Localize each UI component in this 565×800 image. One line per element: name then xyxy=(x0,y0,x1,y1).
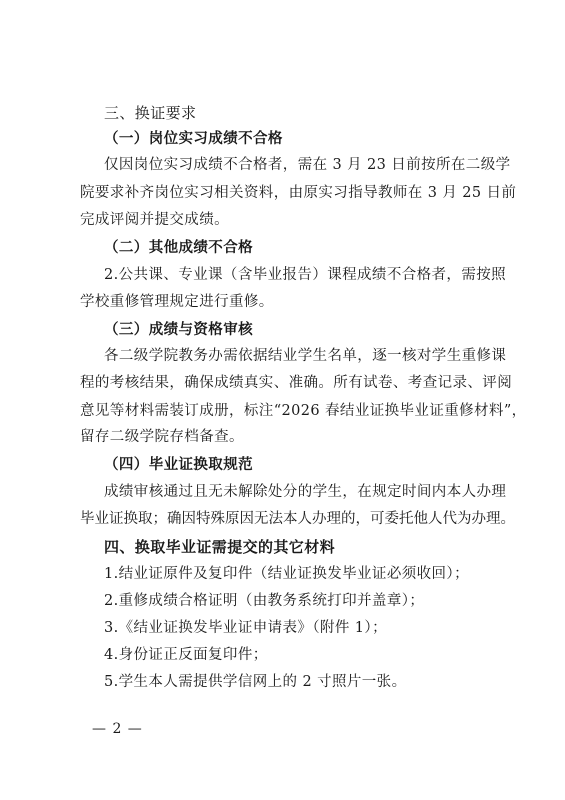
paragraph-line: 程的考核结果，确保成绩真实、准确。所有试卷、考查记录、评阅 xyxy=(80,375,513,391)
paragraph-line: 成绩审核通过且无未解除处分的学生，在规定时间内本人办理 xyxy=(104,484,507,500)
section-heading: 四、换取毕业证需提交的其它材料 xyxy=(104,538,336,556)
paragraph-line: 学校重修管理规定进行重修。 xyxy=(80,294,274,310)
section-heading: 三、换证要求 xyxy=(104,104,197,122)
list-item: 4.身份证正反面复印件； xyxy=(104,647,268,663)
list-item: 1.结业证原件及复印件（结业证换发毕业证必须收回）； xyxy=(104,566,469,582)
page-number: — 2 — xyxy=(92,721,143,737)
list-item: 2.重修成绩合格证明（由教务系统打印并盖章）； xyxy=(104,593,425,609)
paragraph-line: 意见等材料需装订成册，标注“2026 春结业证换毕业证重修材料”， xyxy=(80,403,527,419)
paragraph-line: 仅因岗位实习成绩不合格者，需在 3 月 23 日前按所在二级学 xyxy=(104,157,511,173)
paragraph-line: 留存二级学院存档备查。 xyxy=(80,429,244,445)
subsection-title: （二）其他成绩不合格 xyxy=(104,239,253,256)
list-item: 5.学生本人需提供学信网上的 2 寸照片一张。 xyxy=(104,674,407,690)
paragraph-line: 完成评阅并提交成绩。 xyxy=(80,212,229,228)
list-item: 3.《结业证换发毕业证申请表》（附件 1）； xyxy=(104,620,387,636)
subsection-title: （一）岗位实习成绩不合格 xyxy=(104,130,283,147)
subsection-title: （四）毕业证换取规范 xyxy=(104,456,253,473)
paragraph-line: 毕业证换取；确因特殊原因无法本人办理的，可委托他人代为办理。 xyxy=(80,511,515,527)
paragraph-line: 各二级学院教务办需依据结业学生名单，逐一核对学生重修课 xyxy=(104,348,507,364)
paragraph-line: 2.公共课、专业课（含毕业报告）课程成绩不合格者，需按照 xyxy=(104,267,507,283)
paragraph-line: 院要求补齐岗位实习相关资料，由原实习指导教师在 3 月 25 日前 xyxy=(80,185,517,201)
subsection-title: （三）成绩与资格审核 xyxy=(104,321,253,338)
